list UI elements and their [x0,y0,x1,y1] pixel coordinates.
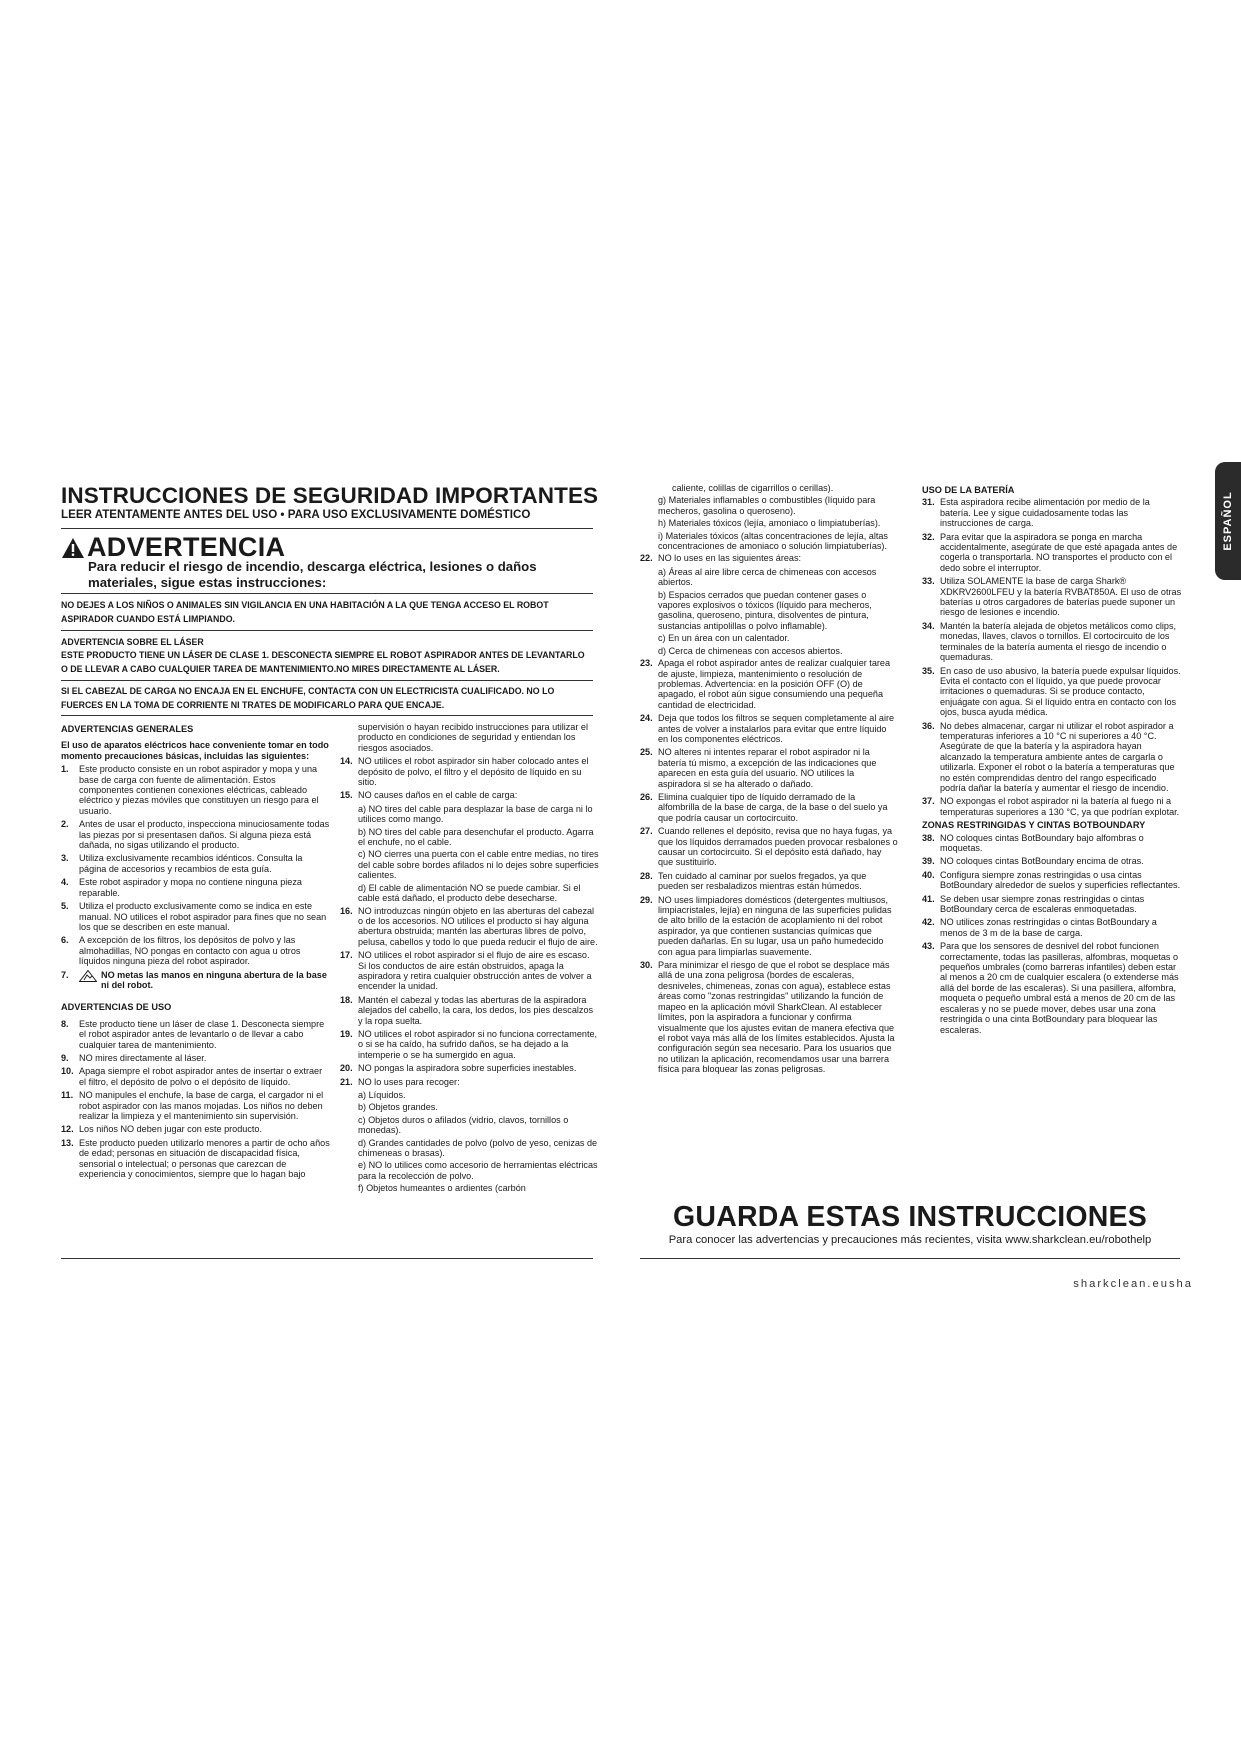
divider [61,528,593,529]
list-item: 19. NO utilices el robot aspirador si no funciona correctamente, o si se ha caído, ha sufrido daños, se ha dejado a la intemperie o se ha sumergido en agua. [340,1028,598,1060]
section-heading: ZONAS RESTRINGIDAS Y CINTAS BOTBOUNDARY [922,820,1146,831]
list-item: 18. Mantén el cabezal y todas las aberturas de la aspiradora alejados del cabello, la cara, los dedos, los pies descalzos y la ropa suelta. [340,994,594,1026]
sub-item: g) Materiales inflamables o combustibles (líquido para mecheros, gasolina o queroseno). [658,495,876,516]
sub-item: d) Grandes cantidades de polvo (polvo de yeso, cenizas de chimeneas o brasas). [358,1137,598,1159]
warning-text: Para reducir el riesgo de incendio, descarga eléctrica, lesiones o daños materiales, sigue estas instrucciones: [88,559,537,590]
list-item: 10. Apaga siempre el robot aspirador antes de insertar o extraer el filtro, el depósito de polvo o el depósito de líquido. [61,1066,323,1087]
list-item: 38. NO coloques cintas BotBoundary bajo alfombras o moquetas. [922,832,1144,853]
children-notice: NO DEJES A LOS NIÑOS O ANIMALES SIN VIGILANCIA EN UNA HABITACIÓN A LA QUE TENGA ACCESO EL ROBOT ASPIRADOR CUANDO ESTÁ LIMPIANDO. [61,600,549,624]
list-item: 42. NO utilices zonas restringidas o cintas BotBoundary a menos de 3 m de la base de carga. [922,917,1157,938]
divider [61,715,593,716]
sub-item: i) Materiales tóxicos (altas concentraciones de lejía, altas concentraciones de amoniaco o solución limpiatuberías). [658,530,888,552]
laser-notice: ESTE PRODUCTO TIENE UN LÁSER DE CLASE 1. DESCONECTA SIEMPRE EL ROBOT ASPIRADOR ANTES DE LEVANTARLO O DE LLEVAR A CABO CUALQUIER TAREA DE MANTENIMIENTO.NO MIRES DIRECTAMENTE AL LÁSER. [61,650,585,674]
continued-text: supervisión o hayan recibido instrucciones para utilizar el producto en condiciones de seguridad y entiendan los riesgos asociados. [358,722,588,753]
language-tab [1215,462,1241,580]
list-item: 16. NO introduzcas ningún objeto en las aberturas del cabezal o de los accesorios. NO utilices el producto si hay alguna abertura obstruida; mantén las aberturas libres de polvo, pelusa, cabellos y todo lo que pueda reducir el flujo de aire. [340,905,598,947]
save-instructions-title: GUARDA ESTAS INSTRUCCIONES [673,1201,1147,1233]
laser-heading: ADVERTENCIA SOBRE EL LÁSER [61,637,204,647]
list-item: 14. NO utilices el robot aspirador sin haber colocado antes el depósito de polvo, el filtro y el depósito de líquido en su sitio. [340,756,589,788]
list-item: 5. Utiliza el producto exclusivamente como se indica en este manual. NO utilices el robot aspirador para fines que no sean los que se describen en este manual. [61,901,327,932]
list-item: 21. NO lo uses para recoger: [340,1076,460,1087]
list-item: 33. Utiliza SOLAMENTE la base de carga Shark® XDKRV2600LFEU y la batería RVBAT850A. El uso de otras baterías u otros cargadores de baterías puede suponer un riesgo de lesiones e incendio. [922,576,1182,618]
list-item: 7. NO metas las manos en ninguna abertura de la base ni del robot. [61,969,327,990]
section-heading: ADVERTENCIAS DE USO [61,1002,172,1013]
divider [61,1258,593,1259]
list-item: 9. NO mires directamente al láser. [61,1052,207,1063]
sub-item: e) NO lo utilices como accesorio de herramientas eléctricas para la recolección de polvo. [358,1160,598,1181]
sub-item: b) NO tires del cable para desenchufar el producto. Agarra el enchufe, no el cable. [358,826,594,848]
list-item: 8. Este producto tiene un láser de clase 1. Desconecta siempre el robot aspirador antes de levantarlo o de llevar a cabo cualquier tarea de mantenimiento. [61,1018,325,1050]
list-item: 15. NO causes daños en el cable de carga: [340,790,518,801]
column-usage-continued [640,483,898,1078]
sub-item: c) NO cierres una puerta con el cable entre medias, no tires del cable sobre bordes afilados ni lo dejes sobre superficies calientes. [358,849,599,881]
language-label: ESPAÑOL [1222,491,1234,551]
list-item: 11. NO manipules el enchufe, la base de carga, el cargador ni el robot aspirador con las manos mojadas. Los niños no deben realizar la limpieza y el mantenimiento sin supervisión. [61,1090,324,1121]
list-item: 4. Este robot aspirador y mopa no contiene ninguna pieza reparable. [61,877,302,898]
sub-item: a) Áreas al aire libre cerca de chimeneas con accesos abiertos. [658,566,877,588]
column-usage-warnings [340,722,600,1196]
page-title: INSTRUCCIONES DE SEGURIDAD IMPORTANTES [61,483,599,508]
hand-warning-icon [79,970,97,982]
sub-item: a) NO tires del cable para desplazar la base de carga ni lo utilices como mango. [358,803,593,825]
list-item: 29. NO uses limpiadores domésticos (detergentes multiusos, limpiacristales, lejía) en ninguna de las superficies pulidas de alto brillo de la estación de acoplamiento ni del robot aspirador, ya que contienen sustancias químicas que pueden dañarlas. En su lugar, usa un paño humedecido con agua para limpiarlas suavemente. [640,894,892,957]
list-item: 30. Para minimizar el riesgo de que el robot se desplace más allá de una zona peligrosa (bordes de escaleras, desniveles, chimeneas, zonas con agua), establece estas áreas como "zonas restringidas" utilizando la función de mapeo en la aplicación móvil SharkClean. Al establecer límites, pon la aspiradora a funcionar y confirma visualmente que los ajustes evitan de manera efectiva que el robot vaya más allá de los límites establecidos. Ajusta la configuración según sea necesario. Para los usuarios que no utilizan la aplicación, recomendamos usar una barrera física para bloquear las zonas peligrosas. [640,960,895,1075]
list-item: 22. NO lo uses en las siguientes áreas: [640,553,802,564]
sub-item: h) Materiales tóxicos (lejía, amoniaco o limpiatuberías). [658,518,881,529]
visit-text: Para conocer las advertencias y precauciones más recientes, visita www.sharkclean.eu/robothelp [668,1234,1152,1246]
list-item: 12. Los niños NO deben jugar con este producto. [61,1124,263,1135]
sub-item: a) Líquidos. [358,1090,406,1100]
list-item: 32. Para evitar que la aspiradora se ponga en marcha accidentalmente, asegúrate de que esté apagada antes de cogerla o transportarla. NO transportes el producto con el dedo sobre el interruptor. [922,531,1178,573]
sub-item: c) En un área con un calentador. [658,633,790,644]
list-item: 25. NO alteres ni intentes reparar el robot aspirador ni la batería tú mismo, a excepción de las indicaciones que aparecen en esta guía del usuario. NO utilices la aspiradora si se ha alterado o dañado. [640,747,877,789]
sub-item: d) El cable de alimentación NO se puede cambiar. Si el cable está dañado, el producto debe desecharse. [358,882,581,904]
list-item: 41. Se deben usar siempre zonas restringidas o cintas BotBoundary cerca de escaleras enmoquetadas. [922,893,1145,915]
sub-item: c) Objetos duros o afilados (vidrio, clavos, tornillos o monedas). [358,1114,569,1136]
page-subtitle: LEER ATENTAMENTE ANTES DEL USO • PARA USO EXCLUSIVAMENTE DOMÉSTICO [61,508,531,521]
sub-item: b) Espacios cerrados que puedan contener gases o vapores explosivos o tóxicos (líquido para mecheros, gasolina, queroseno, pintura, disolventes de pintura, sustancias antipolillas o polvo inflamable). [658,589,872,631]
list-item: 34. Mantén la batería alejada de objetos metálicos como clips, monedas, llaves, clavos o tornillos. El cortocircuito de los terminales de la batería aumenta el riesgo de incendio o quemaduras. [922,620,1177,663]
footer-url: sharkclean.eusha [1073,1278,1193,1290]
list-item: 37. NO expongas el robot aspirador ni la batería al fuego ni a temperaturas superiores a 130 °C, ya que podrían explotar. [922,796,1180,817]
intro-text: El uso de aparatos eléctricos hace conveniente tomar en todo momento precauciones básicas, incluidas las siguientes: [61,740,329,761]
list-item: 1. Este producto consiste en un robot aspirador y mopa y una base de carga con fuente de alimentación. Estos componentes contienen conexiones eléctricas, cableado eléctrico y piezas móviles que constituyen un riesgo para el usuario. [61,764,319,816]
list-item: 31. Esta aspiradora recibe alimentación por medio de la batería. Lee y sigue cuidadosamente todas las instrucciones de carga. [922,497,1150,529]
list-item: 28. Ten cuidado al caminar por suelos fregados, ya que pueden ser resbaladizos mientras están húmedos. [640,870,867,892]
continued-text: caliente, colillas de cigarrillos o cerillas). [672,483,834,493]
list-item: 23. Apaga el robot aspirador antes de realizar cualquier tarea de ajuste, limpieza, mantenimiento o resolución de problemas. Advertencia: en la posición OFF (O) de apagado, el robot aún sigue consumiendo una pequeña cantidad de electricidad. [640,658,891,710]
list-item: 27. Cuando rellenes el depósito, revisa que no haya fugas, ya que los líquidos derramados pueden provocar resbalones o causar un cortocircuito. Si el depósito está dañado, hay que sustituirlo. [640,826,898,868]
divider [61,593,593,594]
list-item: 40. Configura siempre zonas restringidas o usa cintas BotBoundary alrededor de suelos y superficies reflectantes. [922,869,1181,891]
warning-title: ADVERTENCIA [87,532,286,562]
list-item: 6. A excepción de los filtros, los depósitos de polvo y las almohadillas, NO pongas en contacto con agua u otros líquidos ninguna pieza del robot aspirador. [61,935,301,967]
list-item: 3. Utiliza exclusivamente recambios idénticos. Consulta la página de accesorios y recambios de esta guía. [61,853,303,874]
plug-notice: SI EL CABEZAL DE CARGA NO ENCAJA EN EL ENCHUFE, CONTACTA CON UN ELECTRICISTA CUALIFICADO. NO LO FUERCES EN LA TOMA DE CORRIENTE NI TRATES DE MODIFICARLO PARA QUE ENCAJE. [61,686,555,710]
sub-item: d) Cerca de chimeneas con accesos abiertos. [658,645,843,656]
list-item: 24. Deja que todos los filtros se sequen completamente al aire antes de volver a instalarlos para evitar que entre líquido en los componentes eléctricos. [640,713,895,744]
list-item: 20. NO pongas la aspiradora sobre superficies inestables. [340,1063,577,1074]
list-item: 43. Para que los sensores de desnivel del robot funcionen correctamente, todas las pasilleras, alfombras, moquetas o pequeños umbrales (como barreras infantiles) deben estar al menos a 20 cm de cualquier escalera (o extenderse más allá del borde de las escaleras). Si una pasillera, alfombra, moqueta o pequeño umbral está a menos de 20 cm de las escaleras y no se puede mover, debes usar una zona restringida o una cinta BotBoundary para bloquear las escaleras. [922,941,1179,1035]
divider [640,1258,1180,1259]
sub-item: b) Objetos grandes. [358,1102,438,1113]
divider [61,630,593,631]
list-item: 35. En caso de uso abusivo, la batería puede expulsar líquidos. Evita el contacto con el líquido, ya que puede provocar irritaciones o quemaduras. Si se produce contacto, enjuágate con agua. Si el líquido entra en contacto con los ojos, busca ayuda médica. [922,665,1181,718]
list-item: 26. Elimina cualquier tipo de líquido derramado de la alfombrilla de la base de carga, de la base o del suelo ya que podría causar un cortocircuito. [640,791,888,823]
list-item: 39. NO coloques cintas BotBoundary encima de otras. [922,856,1144,867]
list-item: 2. Antes de usar el producto, inspecciona minuciosamente todas las piezas por si presentasen daños. Si alguna pieza está dañada, no sigas utilizando el producto. [61,819,330,851]
section-heading: USO DE LA BATERÍA [922,485,1015,495]
column-battery [922,485,1182,1038]
warning-triangle-icon [61,537,85,559]
sub-item: f) Objetos humeantes o ardientes (carbón [358,1183,526,1194]
list-item: 17. NO utilices el robot aspirador si el flujo de aire es escaso. Si los conductos de aire están obstruidos, apaga la aspiradora y retira cualquier obstrucción antes de volver a encender la unidad. [340,950,592,992]
section-heading: ADVERTENCIAS GENERALES [61,724,194,734]
list-item: 13. Este producto pueden utilizarlo menores a partir de ocho años de edad; personas en situación de discapacidad física, sensorial o intelectual; o personas que carezcan de experiencia y conocimientos, siempre que lo hagan bajo [61,1137,330,1180]
divider [61,680,593,681]
list-item: 36. No debes almacenar, cargar ni utilizar el robot aspirador a temperaturas inferiores a 10 °C ni superiores a 40 °C. Asegúrate de que la batería y la aspiradora hayan alcanzado la temperatura ambiente antes de cargarla o utilizarla. Exponer el robot o la batería a temperaturas que no estén comprendidas dentro del rango especificado podría dañar la batería y aumentar el riesgo de incendio. [922,720,1175,793]
column-general-warnings [61,724,331,1182]
